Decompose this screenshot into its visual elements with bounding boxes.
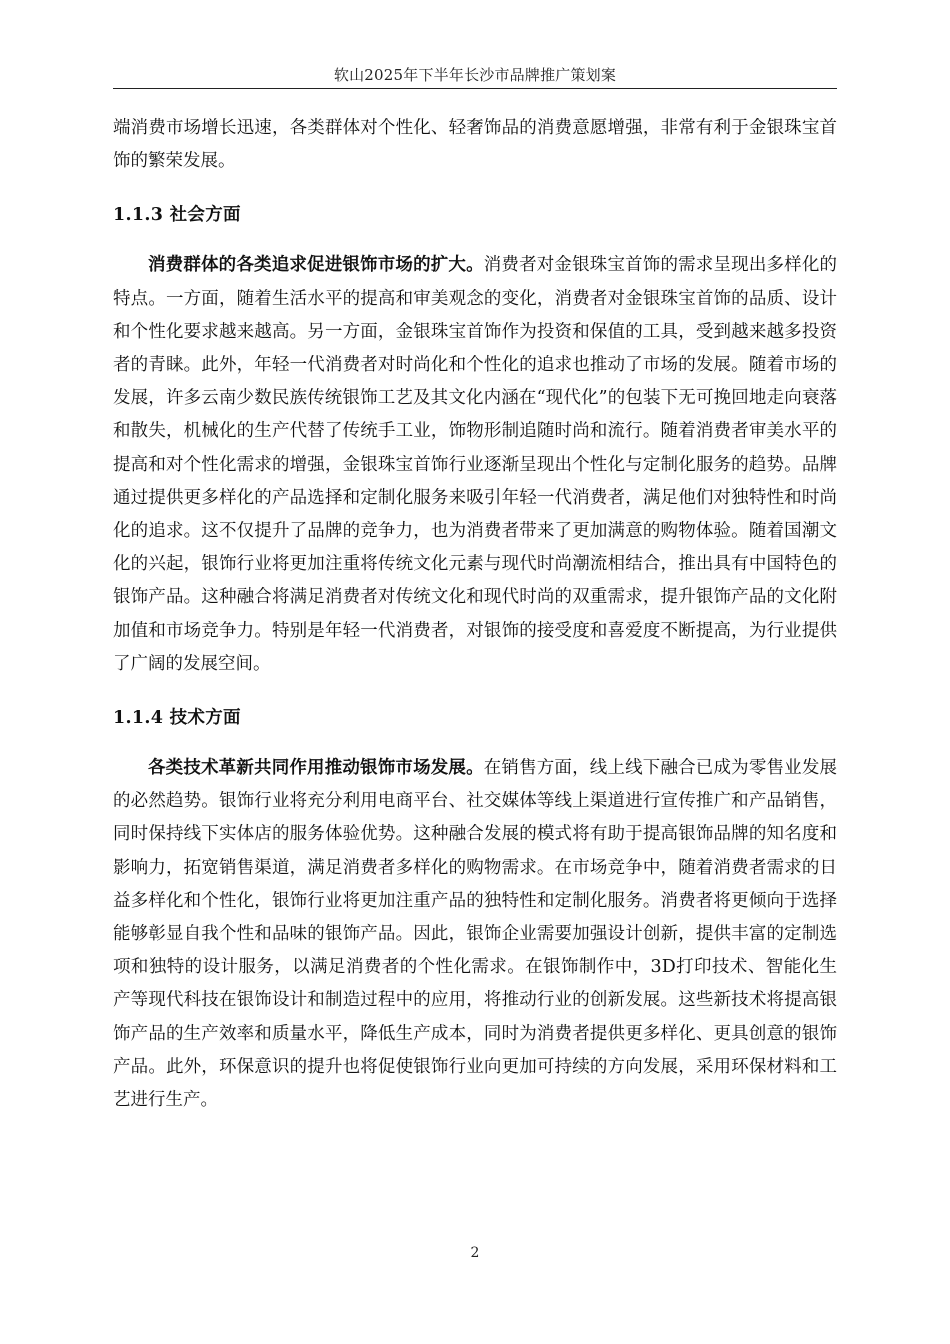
section-heading-technology: 1.1.4 技术方面 — [113, 708, 241, 729]
page-body — [113, 112, 837, 1117]
page-header-title: 软山2025年下半年长沙市品牌推广策划案 — [333, 66, 617, 84]
technology-lead-sentence: 各类技术革新共同作用推动银饰市场发展。 — [148, 758, 484, 779]
technology-body-text: 在销售方面，线上线下融合已成为零售业发展的必然趋势。银饰行业将充分利用电商平台、社交媒体等线上渠道进行宣传推广和产品销售，同时保持线下实体店的服务体验优势。这种融合发展的模式将有助于提高银饰品牌的知名度和影响力，拓宽销售渠道，满足消费者多样化的购物需求。在市场竞争中，随着消费者需求的日益多样化和个性化，银饰行业将更加注重产品的独特性和定制化服务。消费者将更倾向于选择能够彰显自我个性和品味的银饰产品。因此，银饰企业需要加强设计创新，提供丰富的定制选项和独特的设计服务，以满足消费者的个性化需求。在银饰制作中，3D打印技术、智能化生产等现代科技在银饰设计和制造过程中的应用，将推动行业的创新发展。这些新技术将提高银饰产品的生产效率和质量水平，降低生产成本，同时为消费者提供更多样化、更具创意的银饰产品。此外，环保意识的提升也将促使银饰行业向更加可持续的方向发展，采用环保材料和工艺进行生产。 — [113, 758, 837, 1111]
social-paragraph — [113, 249, 837, 681]
intro-paragraph: 端消费市场增长迅速，各类群体对个性化、轻奢饰品的消费意愿增强，非常有利于金银珠宝首饰的繁荣发展。 — [113, 118, 837, 172]
section-heading-social: 1.1.3 社会方面 — [113, 205, 241, 226]
social-body-text: 消费者对金银珠宝首饰的需求呈现出多样化的特点。一方面，随着生活水平的提高和审美观念的变化，消费者对金银珠宝首饰的品质、设计和个性化要求越来越高。另一方面，金银珠宝首饰作为投资和保值的工具，受到越来越多投资者的青睐。此外，年轻一代消费者对时尚化和个性化的追求也推动了市场的发展。随着市场的发展，许多云南少数民族传统银饰工艺及其文化内涵在“现代化”的包装下无可挽回地走向衰落和散失，机械化的生产代替了传统手工业，饰物形制追随时尚和流行。随着消费者审美水平的提高和对个性化需求的增强，金银珠宝首饰行业逐渐呈现出个性化与定制化服务的趋势。品牌通过提供更多样化的产品选择和定制化服务来吸引年轻一代消费者，满足他们对独特性和时尚化的追求。这不仅提升了品牌的竞争力，也为消费者带来了更加满意的购物体验。随着国潮文化的兴起，银饰行业将更加注重将传统文化元素与现代时尚潮流相结合，推出具有中国特色的银饰产品。这种融合将满足消费者对传统文化和现代时尚的双重需求，提升银饰产品的文化附加值和市场竞争力。特别是年轻一代消费者，对银饰的接受度和喜爱度不断提高，为行业提供了广阔的发展空间。 — [113, 255, 837, 674]
page-number: 2 — [470, 1245, 480, 1261]
social-lead-sentence: 消费群体的各类追求促进银饰市场的扩大。 — [148, 255, 484, 276]
technology-paragraph — [113, 752, 837, 1117]
header-divider — [113, 88, 837, 89]
